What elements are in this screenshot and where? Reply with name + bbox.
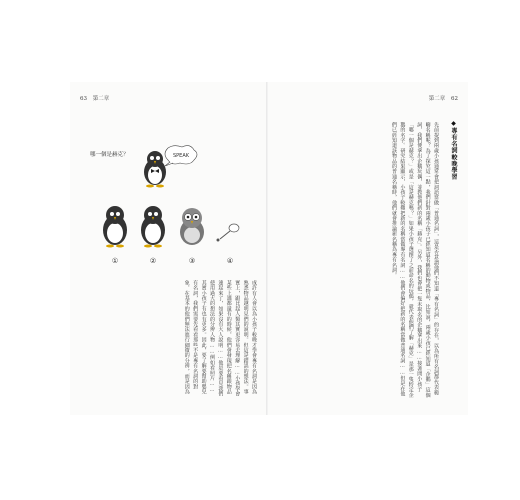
right-page-body: [282, 122, 440, 400]
right-page: [268, 82, 468, 415]
penguin-illustration: [70, 142, 266, 272]
speech-bubble: [165, 146, 197, 166]
choice-label-1: ①: [111, 257, 119, 265]
choice-label-4: ④: [226, 257, 234, 265]
diamond-bullet-icon: ◆: [450, 120, 457, 128]
left-body-text: 成許有人會以為小孩子較晚才學會專有名詞是因為熟悉物品越明見們的說明。但這是錯誤的想法。事實上，跟比起人類其實更容易去理解……小孩學會某些上課都還有的時候，他們會發現把名稱跟物品連起來了，如果沒有大人說明……他是要看見我們使用過大的想法的分辨人物……例如看照片……其實小孩子有也有更多。因此，要了解要幫助嬰兒有名詞，我們需要先看看那些不是專有名詞的對象，在基本的他們無法進行細微的分辨，而是因為: [183, 280, 257, 397]
section-heading-text: 專有名詞較晚學習: [450, 127, 457, 181]
right-page-folio: [425, 94, 458, 102]
option-spoon-4: [217, 224, 240, 242]
option-penguin-1: [103, 206, 127, 248]
right-body-text: 先前提到兩歲小孩通常會把詞語當做「普通名詞」，這是否意謂他們不知道「專有名詞」的存在，以為所有名詞都代表範疇名稱呢？為了探究這一點，我們針對兩歲小孩子已經知道名稱的動物或物品，比如說，兩歲小孩已經知道「企鵝」這個詞，我們便拿出企鵝玩偶，並教他們新的名稱「赫克」。另外，我們也會把一隻未取名的企鵝拿出來……接著問小孩子「哪一個是赫克？」或是「這是赫克嗎？」如果小孩子選擇了之前命名的玩偶，就代表他們了解「赫克」是那一隻特定企鵝的名字。研究結果顯示，小孩子較難把新的名稱當做專有名詞……他們會偏好把新的名稱當做普通名詞……但是在他們已經知道該物品的普通名稱時，他們就會推論新名稱為專有名詞。: [390, 122, 439, 398]
option-penguin-2: [141, 206, 165, 248]
choice-label-3: ③: [188, 257, 196, 265]
illustration-caption: 哪一個是赫克？: [90, 152, 129, 158]
left-page: [70, 82, 266, 415]
right-page-chapter: 第二章: [428, 96, 446, 102]
right-page-number: 62: [451, 96, 458, 102]
left-page-chapter: 第二章: [92, 96, 110, 102]
section-heading: [449, 120, 458, 180]
left-page-number: 63: [80, 96, 87, 102]
left-page-folio: [80, 94, 113, 102]
penguin-with-bowtie: [144, 151, 166, 188]
left-page-body: [82, 280, 258, 398]
speech-bubble-text: SPEAK: [172, 153, 190, 159]
option-owl-3: [180, 208, 204, 245]
choice-label-2: ②: [149, 257, 157, 265]
